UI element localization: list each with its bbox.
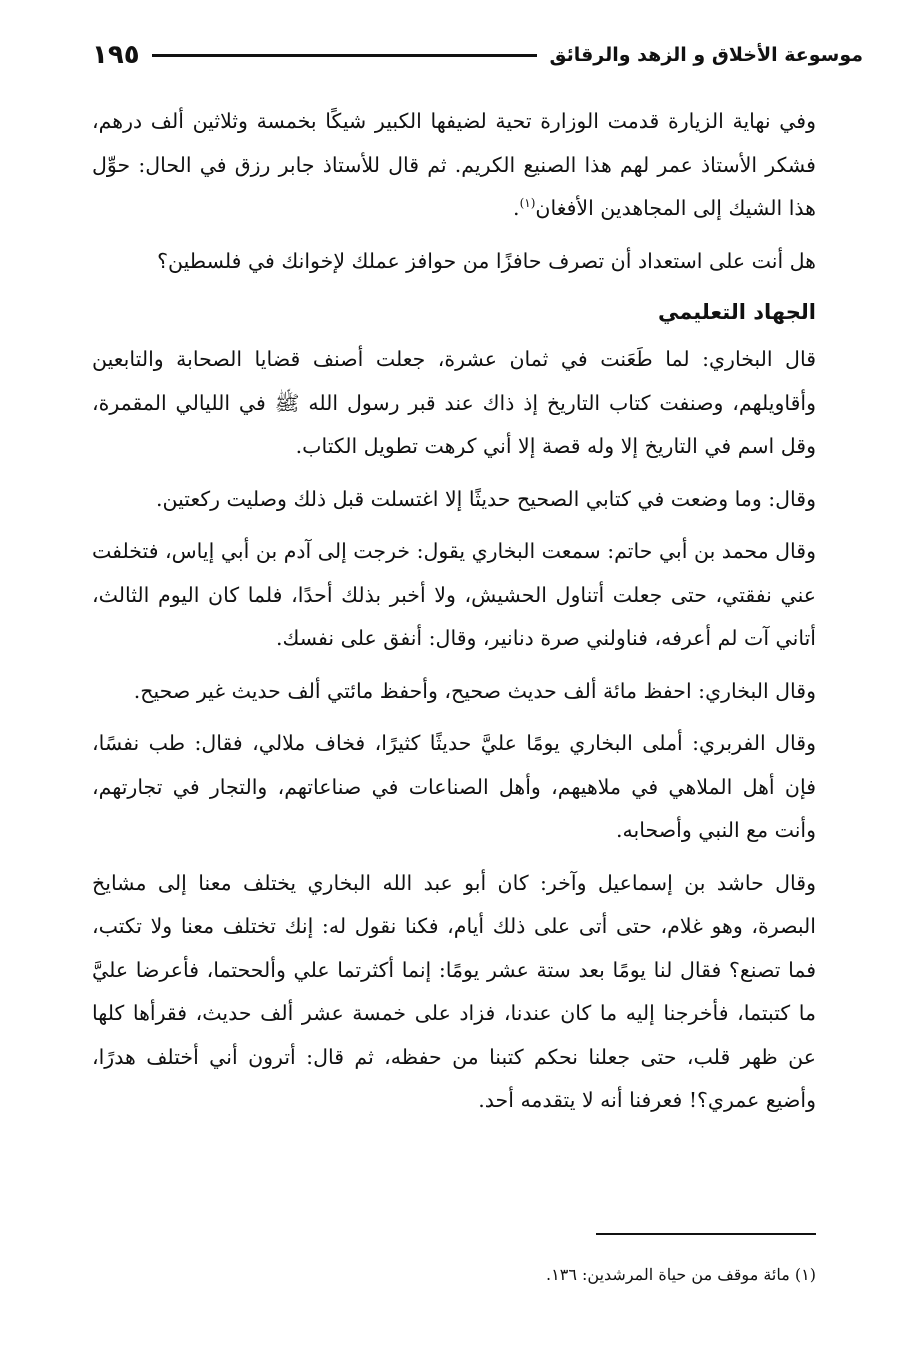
paragraph: قال البخاري: لما طَعَنت في ثمان عشرة، جعلت أصنف قضايا الصحابة والتابعين وأقاويلهم، وصنفت كتاب التاريخ إذ ذاك عند قبر رسول الله ﷺ في الليالي المقمرة، وقل اسم في التاريخ إلا وله قصة إلا أني كرهت تطويل الكتاب. [92, 347, 816, 458]
section-heading: الجهاد التعليمي [657, 300, 816, 324]
page-number: ١٩٥ [92, 40, 140, 70]
page-header [92, 30, 863, 80]
footnote-ref: (١) [519, 196, 536, 211]
paragraph: وقال: وما وضعت في كتابي الصحيح حديثًا إلا اغتسلت قبل ذلك وصليت ركعتين. [155, 486, 816, 511]
paragraph: وقال محمد بن أبي حاتم: سمعت البخاري يقول: خرجت إلى آدم بن أبي إياس، فتخلفت عني نفقتي، حتى جعلت أتناول الحشيش، ولا أخبر بذلك أحدًا، فلما كان اليوم الثالث، أتاني آت لم أعرفه، فناولني صرة دنانير، وقال: أنفق على نفسك. [92, 539, 816, 650]
paragraph: وقال حاشد بن إسماعيل وآخر: كان أبو عبد الله البخاري يختلف معنا إلى مشايخ البصرة، وهو غلام، حتى أتى على ذلك أيام، فكنا نقول له: إنك تختلف معنا ولا تكتب، فما تصنع؟ فقال لنا يومًا بعد ستة عشر يومًا: إنما أكثرتما علي وألححتما، فأعرضا عليَّ ما كتبتما، فأخرجنا إليه ما كان عندنا، فزاد على خمسة عشر ألف حديث، فقرأها كلها عن ظهر قلب، حتى جعلنا نحكم كتبنا من حفظه، ثم قال: أترون أني أختلف هدرًا، وأضيع عمري؟! فعرفنا أنه لا يتقدمه أحد. [92, 870, 816, 1112]
header-rule [152, 54, 538, 57]
footnote-rule [596, 1233, 816, 1235]
footnote: (١) مائة موقف من حياة المرشدين: ١٣٦. [546, 1265, 816, 1284]
paragraph: هل أنت على استعداد أن تصرف حافزًا من حوافز عملك لإخوانك في فلسطين؟ [157, 248, 816, 273]
paragraph: وقال البخاري: احفظ مائة ألف حديث صحيح، وأحفظ مائتي ألف حديث غير صحيح. [133, 678, 816, 703]
paragraph: وفي نهاية الزيارة قدمت الوزارة تحية لضيفها الكبير شيكًا بخمسة وثلاثين ألف درهم، فشكر الأستاذ عمر لهم هذا الصنيع الكريم. ثم قال للأستاذ جابر رزق في الحال: حوِّل هذا الشيك إلى المجاهدين الأفغان$^{(١)}$. [92, 109, 816, 220]
page-body [92, 100, 816, 1132]
paragraph: وقال الفربري: أملى البخاري يومًا عليَّ حديثًا كثيرًا، فخاف ملالي، فقال: طب نفسًا، فإن أهل الملاهي في ملاهيهم، وأهل الصناعات في صناعاتهم، والتجار في تجارتهم، وأنت مع النبي وأصحابه. [92, 731, 816, 842]
book-title: موسوعة الأخلاق و الزهد والرقائق [549, 44, 863, 66]
